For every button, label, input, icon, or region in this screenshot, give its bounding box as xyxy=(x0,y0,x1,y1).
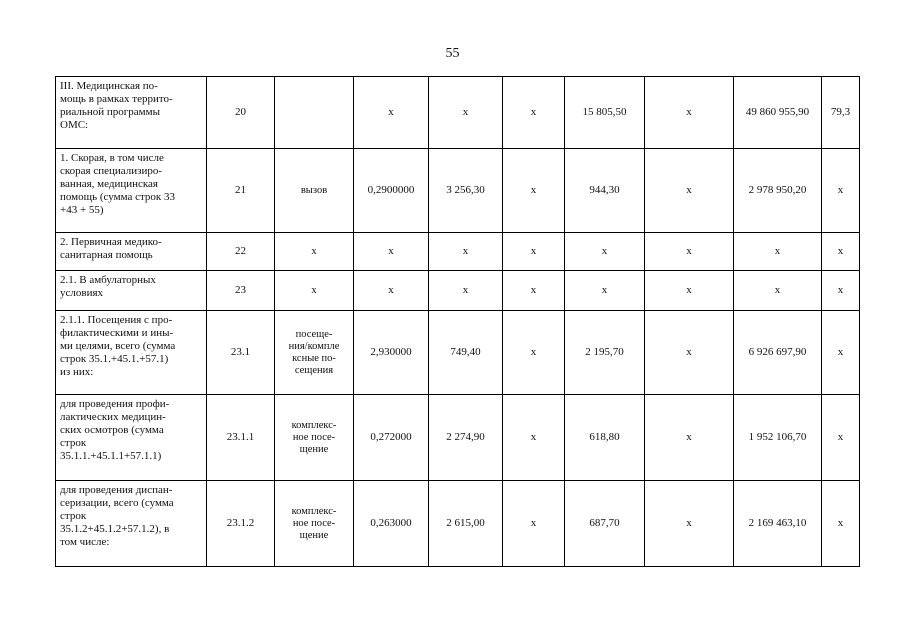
row-name-cell: для проведения профи- лактических медицин- ских осмотров (сумма строк 35.1.1.+45.1.1+57.1.1) xyxy=(56,395,207,481)
value-cell: х xyxy=(822,311,860,395)
table-body xyxy=(56,77,860,567)
value-cell: х xyxy=(645,77,734,149)
row-name-cell: для проведения диспан- серизации, всего (сумма строк 35.1.2+45.1.2+57.1.2), в том числе: xyxy=(56,481,207,567)
value-cell: 3 256,30 xyxy=(429,149,503,233)
row-code-cell: 23.1.2 xyxy=(207,481,275,567)
row-code-cell: 20 xyxy=(207,77,275,149)
table-row xyxy=(56,395,860,481)
table-row xyxy=(56,481,860,567)
value-cell: 2 978 950,20 xyxy=(734,149,822,233)
value-cell: х xyxy=(503,481,565,567)
row-code-cell: 23.1.1 xyxy=(207,395,275,481)
value-cell: 749,40 xyxy=(429,311,503,395)
unit-cell: комплекс- ное посе- щение xyxy=(275,395,354,481)
value-cell: х xyxy=(429,77,503,149)
value-cell: х xyxy=(645,395,734,481)
value-cell: 2 169 463,10 xyxy=(734,481,822,567)
value-cell: 944,30 xyxy=(565,149,645,233)
unit-cell: комплекс- ное посе- щение xyxy=(275,481,354,567)
value-cell: х xyxy=(565,233,645,271)
row-code-cell: 21 xyxy=(207,149,275,233)
value-cell: х xyxy=(354,271,429,311)
row-name-cell: 2.1.1. Посещения с про- филактическими и ины- ми целями, всего (сумма строк 35.1.+45.1.+57.1) из них: xyxy=(56,311,207,395)
unit-cell: х xyxy=(275,233,354,271)
value-cell: 6 926 697,90 xyxy=(734,311,822,395)
unit-cell: вызов xyxy=(275,149,354,233)
unit-cell xyxy=(275,77,354,149)
value-cell: х xyxy=(503,395,565,481)
value-cell: х xyxy=(503,77,565,149)
value-cell: х xyxy=(645,271,734,311)
value-cell: 1 952 106,70 xyxy=(734,395,822,481)
table-row xyxy=(56,311,860,395)
unit-cell: х xyxy=(275,271,354,311)
value-cell: х xyxy=(565,271,645,311)
value-cell: х xyxy=(503,233,565,271)
table-row xyxy=(56,77,860,149)
value-cell: 2,930000 xyxy=(354,311,429,395)
value-cell: 687,70 xyxy=(565,481,645,567)
value-cell: х xyxy=(822,481,860,567)
value-cell: 0,263000 xyxy=(354,481,429,567)
value-cell: х xyxy=(645,481,734,567)
value-cell: х xyxy=(822,395,860,481)
value-cell: х xyxy=(503,311,565,395)
value-cell: х xyxy=(822,271,860,311)
value-cell: х xyxy=(734,233,822,271)
value-cell: 0,272000 xyxy=(354,395,429,481)
row-name-cell: III. Медицинская по- мощь в рамках террито- риальной программы ОМС: xyxy=(56,77,207,149)
row-name-cell: 2. Первичная медико- санитарная помощь xyxy=(56,233,207,271)
row-code-cell: 23.1 xyxy=(207,311,275,395)
value-cell: х xyxy=(734,271,822,311)
value-cell: х xyxy=(354,233,429,271)
value-cell: х xyxy=(645,149,734,233)
value-cell: х xyxy=(429,271,503,311)
value-cell: х xyxy=(354,77,429,149)
value-cell: х xyxy=(645,311,734,395)
value-cell: х xyxy=(822,233,860,271)
table-row xyxy=(56,149,860,233)
unit-cell: посеще- ния/компле ксные по- сещения xyxy=(275,311,354,395)
value-cell: 79,3 xyxy=(822,77,860,149)
value-cell: х xyxy=(429,233,503,271)
value-cell: 49 860 955,90 xyxy=(734,77,822,149)
table-row xyxy=(56,233,860,271)
page-number: 55 xyxy=(445,46,460,61)
row-code-cell: 23 xyxy=(207,271,275,311)
value-cell: 0,2900000 xyxy=(354,149,429,233)
value-cell: 15 805,50 xyxy=(565,77,645,149)
row-code-cell: 22 xyxy=(207,233,275,271)
financing-table xyxy=(55,76,860,567)
row-name-cell: 2.1. В амбулаторных условиях xyxy=(56,271,207,311)
value-cell: х xyxy=(645,233,734,271)
value-cell: 2 274,90 xyxy=(429,395,503,481)
value-cell: 2 195,70 xyxy=(565,311,645,395)
value-cell: х xyxy=(503,149,565,233)
value-cell: 618,80 xyxy=(565,395,645,481)
row-name-cell: 1. Скорая, в том числе скорая специализиро- ванная, медицинская помощь (сумма строк 33 +43 + 55) xyxy=(56,149,207,233)
table-row xyxy=(56,271,860,311)
value-cell: 2 615,00 xyxy=(429,481,503,567)
value-cell: х xyxy=(503,271,565,311)
value-cell: х xyxy=(822,149,860,233)
